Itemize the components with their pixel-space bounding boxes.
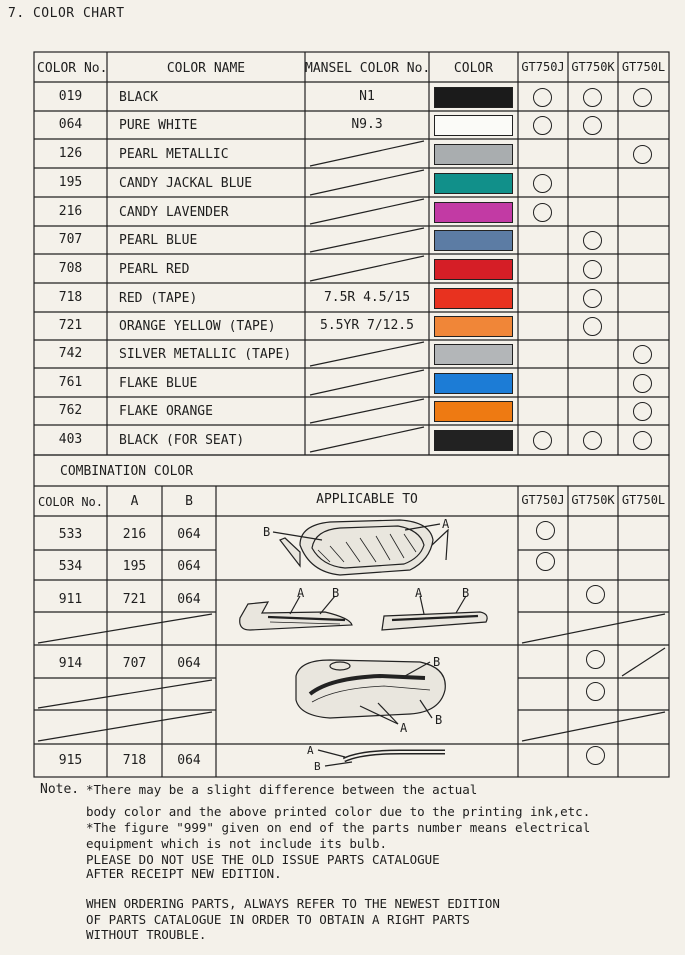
gt750k-mark: [583, 431, 602, 450]
color-no-cell: 195: [58, 174, 83, 190]
diagram2-label-b2: B: [462, 586, 470, 600]
diagram1-label-a: A: [442, 517, 450, 531]
gt750l-mark: [633, 374, 652, 393]
note-lead: Note.: [40, 782, 80, 797]
gt750j-mark: [533, 203, 552, 222]
diagram2-label-a2: A: [415, 586, 423, 600]
color-no-cell: 718: [58, 289, 83, 305]
color-swatch: [434, 344, 513, 365]
diagram3-label-b2: B: [435, 713, 443, 727]
mansel-cell: N9.3: [351, 117, 383, 132]
gt750k-mark: [583, 289, 602, 308]
comb-a-915: 718: [122, 753, 147, 768]
gt750j-mark: [533, 431, 552, 450]
note-line-8: OF PARTS CATALOGUE IN ORDER TO OBTAIN A RIGHT PARTS: [86, 912, 470, 927]
comb-b-911: 064: [177, 592, 201, 607]
comb-no-914: 914: [58, 656, 83, 671]
color-name-cell: RED (TAPE): [119, 290, 198, 306]
color-swatch: [434, 259, 513, 280]
col-header-color-no: COLOR No.: [37, 61, 108, 76]
combination-label: COMBINATION COLOR: [60, 464, 194, 479]
gt750j-mark: [533, 116, 552, 135]
comb-no-534: 534: [58, 559, 83, 574]
color-name-cell: BLACK: [119, 89, 159, 105]
gt750l-mark: [633, 345, 652, 364]
color-no-cell: 707: [58, 232, 83, 247]
color-name-cell: PEARL BLUE: [119, 233, 198, 248]
color-name-cell: CANDY LAVENDER: [119, 204, 229, 220]
col-header-color: COLOR: [453, 61, 494, 76]
comb-no-911: 911: [58, 592, 83, 607]
color-swatch: [434, 401, 513, 422]
side-cover-diagram: [240, 596, 487, 630]
note-line-9: WITHOUT TROUBLE.: [86, 927, 207, 942]
color-name-cell: FLAKE BLUE: [119, 375, 198, 391]
mansel-cell: 7.5R 4.5/15: [323, 289, 411, 305]
tank-diagram-2: [296, 660, 445, 724]
color-no-cell: 708: [58, 260, 83, 276]
color-no-cell: 742: [58, 346, 83, 361]
color-no-cell: 761: [58, 374, 83, 390]
comb-b-915: 064: [177, 753, 201, 768]
tank-diagram-1: [273, 520, 448, 575]
color-name-cell: PURE WHITE: [119, 118, 198, 133]
gt750j-mark: [533, 174, 552, 193]
comb-914-gt750k-mark-2: [586, 682, 605, 701]
page-title: 7. COLOR CHART: [8, 6, 125, 21]
color-name-cell: PEARL METALLIC: [119, 146, 229, 162]
note-line-6: AFTER RECEIPT NEW EDITION.: [86, 866, 282, 881]
color-swatch: [434, 115, 513, 136]
gt750k-mark: [583, 317, 602, 336]
gt750k-mark: [583, 231, 602, 250]
comb-b-914: 064: [177, 656, 201, 671]
comb-a-911: 721: [122, 592, 147, 607]
gt750k-mark: [583, 260, 602, 279]
comb-header-color-no: COLOR No.: [37, 495, 104, 509]
color-swatch: [434, 87, 513, 108]
comb-a-914: 707: [122, 656, 147, 671]
color-name-cell: PEARL RED: [119, 261, 190, 277]
color-name-cell: CANDY JACKAL BLUE: [119, 175, 253, 191]
diagram3-label-b1: B: [433, 655, 441, 669]
col-header-gt750l: GT750L: [621, 60, 666, 74]
col-header-mansel: MANSEL COLOR No.: [305, 61, 431, 76]
gt750l-mark: [633, 431, 652, 450]
mansel-cell: N1: [359, 88, 375, 104]
color-swatch: [434, 230, 513, 251]
gt750l-mark: [633, 402, 652, 421]
comb-no-533: 533: [58, 527, 83, 542]
diagram2-label-b1: B: [332, 586, 340, 600]
gt750k-mark: [583, 88, 602, 107]
color-swatch: [434, 316, 513, 337]
color-no-cell: 064: [58, 117, 83, 132]
color-swatch: [434, 288, 513, 309]
comb-header-gt750j: GT750J: [521, 493, 565, 507]
color-no-cell: 403: [58, 432, 83, 447]
comb-914-gt750k-mark-1: [586, 650, 605, 669]
comb-header-gt750l: GT750L: [621, 493, 666, 507]
note-line-4: equipment which is not include its bulb.: [86, 836, 388, 851]
diagram4-label-b: B: [314, 760, 321, 773]
color-name-cell: BLACK (FOR SEAT): [119, 433, 245, 448]
comb-header-b: B: [185, 494, 193, 509]
diagram2-label-a1: A: [297, 586, 305, 600]
comb-533-gt750j-mark: [536, 521, 555, 540]
note-line-2: body color and the above printed color due to the printing ink,etc.: [86, 804, 591, 819]
diagram1-label-b: B: [263, 525, 271, 539]
comb-header-a: A: [130, 494, 139, 509]
comb-header-applicable: APPLICABLE TO: [316, 492, 418, 507]
gt750l-mark: [633, 88, 652, 107]
note-line-3: *The figure "999" given on end of the parts number means electrical: [86, 820, 591, 835]
diagram3-label-a: A: [400, 721, 408, 735]
comb-b-534: 064: [177, 559, 201, 574]
tape-diagram: [318, 750, 445, 766]
gt750k-mark: [583, 116, 602, 135]
color-swatch: [434, 202, 513, 223]
color-swatch: [434, 430, 513, 451]
diagram4-label-a: A: [307, 744, 314, 757]
color-swatch: [434, 144, 513, 165]
color-name-cell: ORANGE YELLOW (TAPE): [119, 319, 276, 334]
comb-b-533: 064: [177, 527, 201, 542]
comb-a-533: 216: [122, 527, 147, 542]
col-header-gt750k: GT750K: [571, 60, 615, 74]
col-header-color-name: COLOR NAME: [166, 61, 246, 76]
color-name-cell: SILVER METALLIC (TAPE): [119, 347, 292, 362]
color-no-cell: 019: [58, 88, 83, 104]
comb-a-534: 195: [122, 559, 147, 574]
comb-header-gt750k: GT750K: [571, 493, 615, 507]
mansel-cell: 5.5YR 7/12.5: [320, 318, 414, 333]
col-header-gt750j: GT750J: [521, 60, 565, 74]
color-no-cell: 126: [58, 145, 83, 161]
color-no-cell: 762: [58, 403, 83, 418]
color-swatch: [434, 373, 513, 394]
comb-915-gt750k-mark: [586, 746, 605, 765]
gt750l-mark: [633, 145, 652, 164]
color-name-cell: FLAKE ORANGE: [119, 404, 213, 419]
gt750j-mark: [533, 88, 552, 107]
color-no-cell: 721: [58, 318, 83, 333]
comb-no-915: 915: [58, 753, 83, 768]
note-line-5: PLEASE DO NOT USE THE OLD ISSUE PARTS CATALOGUE: [86, 852, 440, 867]
comb-534-gt750j-mark: [536, 552, 555, 571]
color-swatch: [434, 173, 513, 194]
note-line-7: WHEN ORDERING PARTS, ALWAYS REFER TO THE NEWEST EDITION: [86, 896, 500, 911]
note-line-1: *There may be a slight difference between the actual: [86, 782, 478, 797]
comb-911-gt750k-mark: [586, 585, 605, 604]
color-no-cell: 216: [58, 203, 83, 219]
